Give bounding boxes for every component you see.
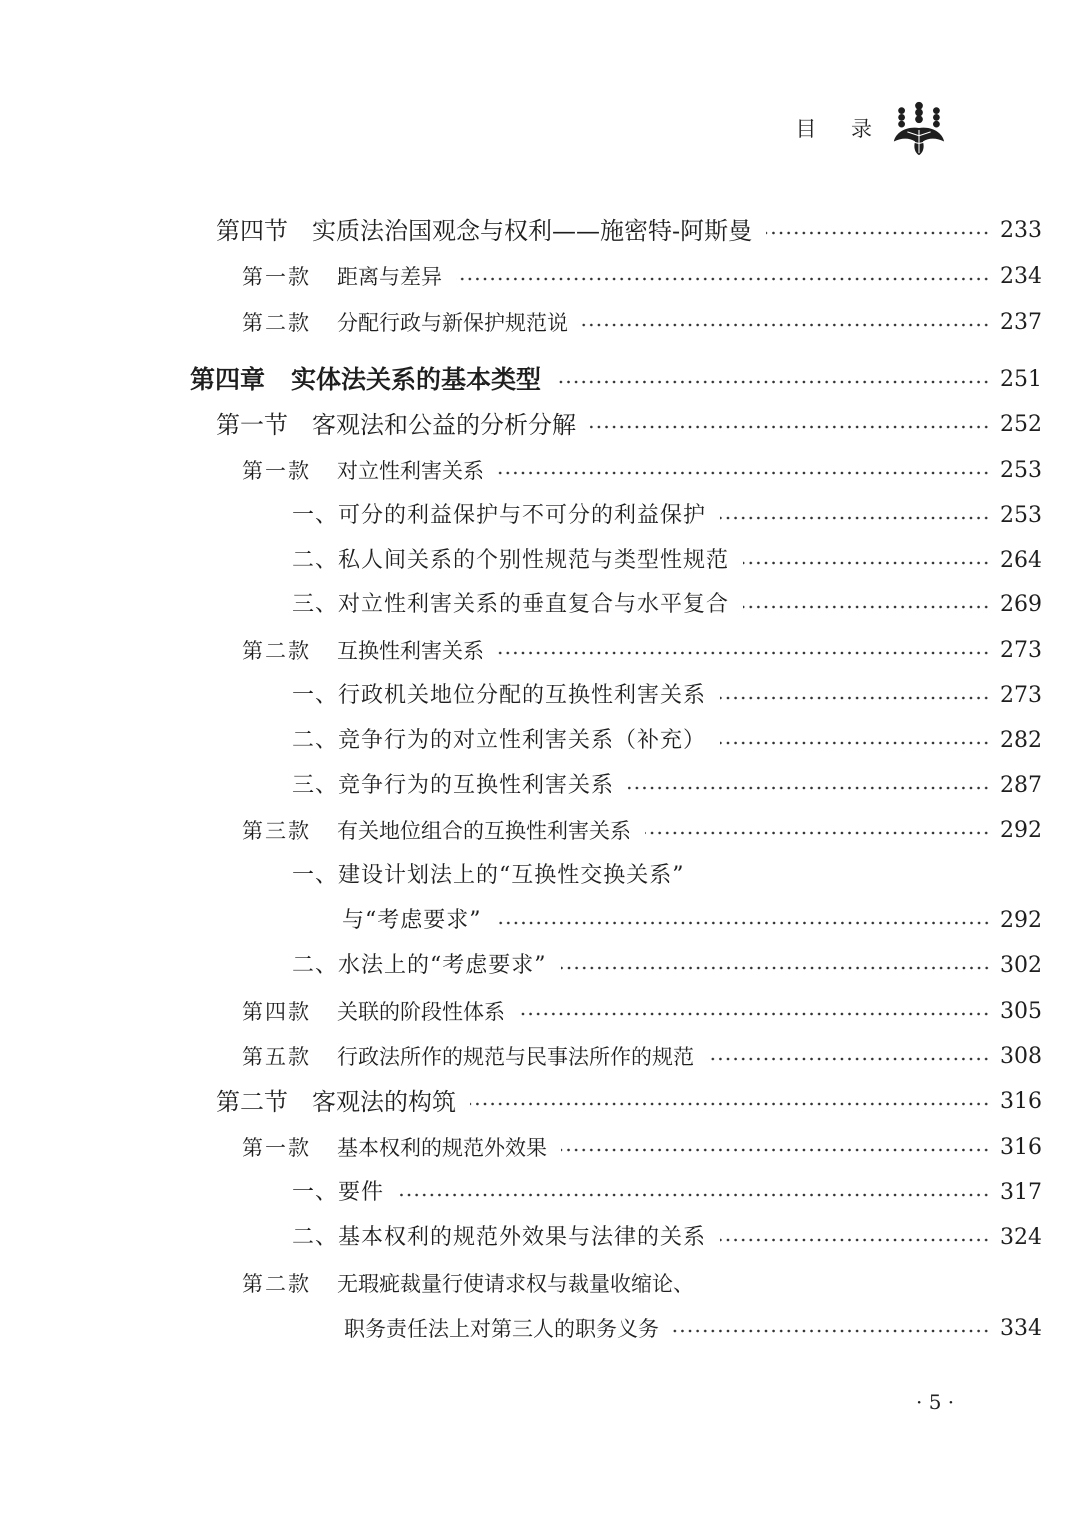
entry-page: 292: [1000, 818, 1042, 843]
dot-leader: [645, 828, 990, 838]
toc-entry[interactable]: [0, 987, 1080, 1027]
dot-leader: [720, 693, 990, 703]
toc-entry[interactable]: [0, 1032, 1080, 1072]
toc-entry[interactable]: [0, 252, 1080, 292]
entry-text: 职务责任法上对第三人的职务义务: [344, 1317, 659, 1341]
entry-text: 关联的阶段性体系: [337, 1000, 505, 1024]
entry-page: 287: [1000, 773, 1042, 798]
dot-leader: [498, 648, 990, 658]
toc-entry[interactable]: [0, 716, 1080, 756]
entry-head: 第四节: [216, 217, 288, 245]
toc-entry[interactable]: [0, 851, 1080, 891]
entry-text: 三、对立性利害关系的垂直复合与水平复合: [292, 592, 730, 617]
entry-head: 第二节: [216, 1088, 288, 1116]
dot-leader: [555, 377, 990, 387]
toc-entry[interactable]: [0, 491, 1080, 531]
paulownia-crest-icon: [890, 99, 948, 157]
toc-entry[interactable]: [0, 1168, 1080, 1208]
toc-entry[interactable]: [0, 1123, 1080, 1163]
toc-entry[interactable]: [0, 536, 1080, 576]
entry-page: 264: [1000, 548, 1042, 573]
toc-entry[interactable]: [0, 806, 1080, 846]
dot-leader: [673, 1326, 990, 1336]
toc-entry[interactable]: [0, 1304, 1080, 1344]
entry-title: [242, 997, 505, 1027]
page-number: · 5 ·: [916, 1390, 955, 1414]
entry-page: 273: [1000, 638, 1042, 663]
entry-text: 一、行政机关地位分配的互换性利害关系: [292, 683, 707, 708]
entry-text: 客观法和公益的分析分解: [312, 411, 576, 439]
entry-page: 252: [1000, 412, 1042, 437]
entry-text: 二、基本权利的规范外效果与法律的关系: [292, 1225, 707, 1250]
toc-entry[interactable]: [0, 1077, 1080, 1117]
toc-entry[interactable]: [0, 896, 1080, 936]
toc-entry[interactable]: [0, 206, 1080, 246]
entry-page: 251: [1000, 367, 1042, 392]
entry-title: [216, 410, 576, 440]
entry-text: 二、水法上的“考虑要求”: [292, 953, 547, 978]
dot-leader: [519, 1009, 990, 1019]
dot-leader: [398, 1190, 990, 1200]
entry-title: [242, 1133, 547, 1163]
entry-page: 308: [1000, 1044, 1042, 1069]
entry-head: 第三款: [242, 819, 311, 843]
entry-page: 253: [1000, 503, 1042, 528]
entry-head: 第一节: [216, 411, 288, 439]
dot-leader: [720, 1235, 990, 1245]
entry-text: 客观法的构筑: [312, 1088, 456, 1116]
running-header: [795, 98, 948, 158]
entry-text: 基本权利的规范外效果: [337, 1136, 547, 1160]
entry-text: 无瑕疵裁量行使请求权与裁量收缩论、: [337, 1272, 694, 1296]
toc-entry[interactable]: [0, 1259, 1080, 1299]
entry-page: 269: [1000, 592, 1042, 617]
entry-head: 第二款: [242, 639, 311, 663]
entry-head: 第二款: [242, 1272, 311, 1296]
dot-leader: [766, 228, 990, 238]
entry-text: 对立性利害关系: [337, 459, 484, 483]
entry-page: 317: [1000, 1180, 1042, 1205]
dot-leader: [720, 513, 990, 523]
entry-page: 253: [1000, 458, 1042, 483]
dot-leader: [743, 602, 990, 612]
dot-leader: [456, 274, 990, 284]
entry-title: [242, 816, 631, 846]
header-label: 目 录: [795, 117, 886, 141]
toc-entry[interactable]: [0, 298, 1080, 338]
entry-title: [242, 1269, 694, 1299]
entry-text: 有关地位组合的互换性利害关系: [337, 819, 631, 843]
entry-title: [216, 1087, 456, 1117]
dot-leader: [582, 320, 990, 330]
entry-title: [242, 1042, 694, 1072]
entry-head: 第一款: [242, 459, 311, 483]
toc-entry[interactable]: [0, 355, 1080, 395]
dot-leader: [590, 422, 990, 432]
entry-page: 273: [1000, 683, 1042, 708]
entry-text: 二、私人间关系的个别性规范与类型性规范: [292, 548, 730, 573]
dot-leader: [708, 1054, 990, 1064]
entry-page: 237: [1000, 310, 1042, 335]
entry-head: 第四款: [242, 1000, 311, 1024]
dot-leader: [720, 738, 990, 748]
entry-page: 282: [1000, 728, 1042, 753]
toc-entry[interactable]: [0, 580, 1080, 620]
entry-page: 316: [1000, 1089, 1042, 1114]
toc-entry[interactable]: [0, 671, 1080, 711]
entry-title: [242, 456, 484, 486]
entry-text: 三、竞争行为的互换性利害关系: [292, 773, 615, 798]
dot-leader: [628, 783, 990, 793]
entry-text: 实体法关系的基本类型: [291, 365, 542, 394]
dot-leader: [561, 963, 991, 973]
toc-entry[interactable]: [0, 761, 1080, 801]
entry-title: [242, 308, 568, 338]
entry-page: 324: [1000, 1225, 1042, 1250]
entry-text: 与“考虑要求”: [342, 908, 482, 933]
entry-text: 行政法所作的规范与民事法所作的规范: [337, 1045, 694, 1069]
entry-head: 第一款: [242, 265, 311, 289]
entry-head: 第二款: [242, 311, 311, 335]
toc-entry[interactable]: [0, 941, 1080, 981]
entry-title: [190, 365, 541, 395]
entry-text: 实质法治国观念与权利——施密特-阿斯曼: [312, 217, 753, 245]
dot-leader: [561, 1145, 990, 1155]
entry-title: [242, 262, 442, 292]
entry-head: 第四章: [190, 365, 266, 394]
entry-page: 234: [1000, 264, 1042, 289]
entry-page: 334: [1000, 1316, 1042, 1341]
toc-entry[interactable]: [0, 400, 1080, 440]
entry-page: 305: [1000, 999, 1042, 1024]
toc-entry[interactable]: [0, 1213, 1080, 1253]
entry-text: 互换性利害关系: [337, 639, 484, 663]
entry-page: 316: [1000, 1135, 1042, 1160]
toc-entry[interactable]: [0, 446, 1080, 486]
dot-leader: [498, 468, 990, 478]
entry-head: 第五款: [242, 1045, 311, 1069]
entry-text: 距离与差异: [337, 265, 442, 289]
entry-title: [242, 636, 484, 666]
entry-title: [216, 216, 752, 246]
entry-text: 分配行政与新保护规范说: [337, 311, 568, 335]
entry-text: 一、可分的利益保护与不可分的利益保护: [292, 503, 707, 528]
entry-text: 一、建设计划法上的“互换性交换关系”: [292, 863, 685, 888]
entry-text: 一、要件: [292, 1180, 385, 1205]
entry-text: 二、竞争行为的对立性利害关系（补充）: [292, 728, 707, 753]
dot-leader: [496, 918, 991, 928]
entry-page: 292: [1000, 908, 1042, 933]
entry-page: 233: [1000, 218, 1042, 243]
dot-leader: [470, 1099, 990, 1109]
entry-page: 302: [1000, 953, 1042, 978]
toc-entry[interactable]: [0, 626, 1080, 666]
entry-head: 第一款: [242, 1136, 311, 1160]
dot-leader: [743, 558, 990, 568]
